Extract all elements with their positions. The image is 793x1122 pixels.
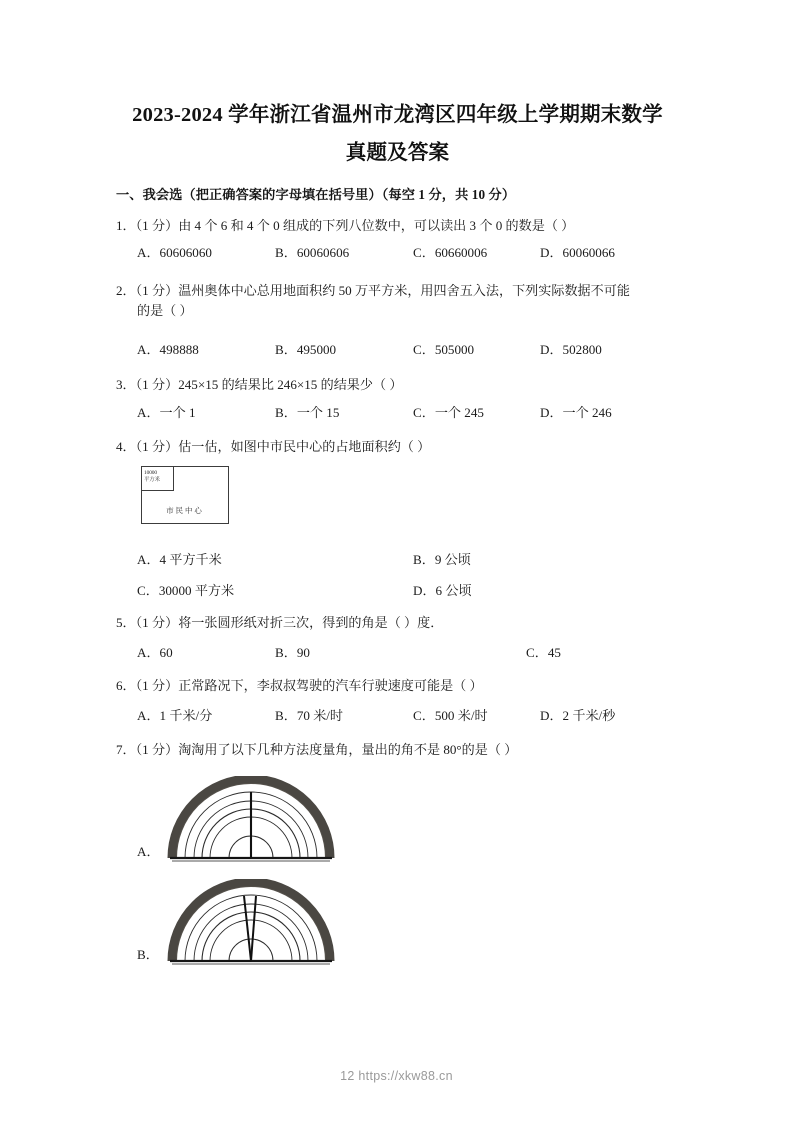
question-1-stem: 1．（1 分）由 4 个 6 和 4 个 0 组成的下列八位数中，可以读出 3 个 0 的数是（ ） (116, 218, 575, 233)
option-1-b[interactable]: B．60060606 (275, 245, 350, 260)
option-5-c[interactable]: C．45 (526, 645, 561, 660)
question-4 (116, 437, 686, 457)
option-4-d[interactable]: D．6 公顷 (413, 583, 472, 598)
option-3-a[interactable]: A．一个 1 (137, 405, 196, 420)
figure-area-unit-square (141, 466, 174, 491)
option-6-a[interactable]: A．1 千米/分 (137, 708, 213, 723)
question-3-stem: 3．（1 分）245×15 的结果比 246×15 的结果少（ ） (116, 377, 403, 392)
question-2 (116, 281, 686, 321)
option-5-a[interactable]: A．60 (137, 645, 173, 660)
protractor-a-icon (166, 776, 336, 873)
question-5 (116, 613, 686, 633)
question-1-options (116, 243, 696, 263)
option-6-b[interactable]: B．70 米/时 (275, 708, 344, 723)
question-1 (116, 216, 686, 236)
question-5-options (116, 643, 696, 663)
option-5-b[interactable]: B．90 (275, 645, 310, 660)
question-2-stem: 2．（1 分）温州奥体中心总用地面积约 50 万平方米，用四舍五入法，下列实际数据不可能 (116, 283, 630, 298)
page-footer: 12 https://xkw88.cn (340, 1069, 453, 1083)
civic-center-figure (141, 466, 229, 524)
option-2-a[interactable]: A．498888 (137, 342, 199, 357)
option-4-a[interactable]: A．4 平方千米 (137, 552, 222, 567)
question-4-options-row-1 (116, 550, 696, 570)
option-6-c[interactable]: C．500 米/时 (413, 708, 488, 723)
question-7 (116, 740, 686, 760)
option-4-b[interactable]: B．9 公顷 (413, 552, 471, 567)
option-1-a[interactable]: A．60606060 (137, 245, 212, 260)
question-3 (116, 375, 686, 395)
option-7-b-label: B． (137, 947, 159, 962)
option-3-b[interactable]: B．一个 15 (275, 405, 340, 420)
option-2-b[interactable]: B．495000 (275, 342, 337, 357)
figure-area-value: 10000 (144, 470, 157, 476)
page-title (110, 96, 685, 172)
option-1-c[interactable]: C．60660006 (413, 245, 488, 260)
question-6 (116, 676, 686, 696)
question-2-stem-continued: 的是（ ） (137, 303, 193, 318)
question-5-stem: 5．（1 分）将一张圆形纸对折三次，得到的角是（ ）度． (116, 615, 444, 630)
question-7-option-b[interactable] (116, 879, 696, 979)
option-3-d[interactable]: D．一个 246 (540, 405, 612, 420)
question-6-options (116, 706, 696, 726)
question-2-options (116, 340, 696, 360)
title-line-2: 真题及答案 (345, 142, 450, 164)
section-heading: 一、我会选（把正确答案的字母填在括号里）（每空 1 分，共 10 分） (116, 187, 516, 202)
option-2-c[interactable]: C．505000 (413, 342, 475, 357)
question-4-stem: 4．（1 分）估一估，如图中市民中心的占地面积约（ ） (116, 439, 431, 454)
question-7-option-a[interactable] (116, 776, 696, 876)
question-3-options (116, 403, 696, 423)
option-2-d[interactable]: D．502800 (540, 342, 602, 357)
option-4-c[interactable]: C．30000 平方米 (137, 583, 235, 598)
protractor-b-icon (166, 879, 336, 976)
figure-area-unit: 平方米 (144, 477, 160, 484)
option-3-c[interactable]: C．一个 245 (413, 405, 484, 420)
question-7-stem: 7．（1 分）淘淘用了以下几种方法度量角，量出的角不是 80°的是（ ） (116, 742, 518, 757)
figure-civic-center-label: 市民中心 (166, 506, 204, 515)
option-1-d[interactable]: D．60060066 (540, 245, 615, 260)
option-6-d[interactable]: D．2 千米/秒 (540, 708, 616, 723)
question-6-stem: 6．（1 分）正常路况下，李叔叔驾驶的汽车行驶速度可能是（ ） (116, 678, 483, 693)
option-7-a-label: A． (137, 844, 160, 859)
title-line-1: 2023-2024 学年浙江省温州市龙湾区四年级上学期期末数学 (132, 104, 663, 126)
question-4-options-row-2 (116, 581, 696, 601)
